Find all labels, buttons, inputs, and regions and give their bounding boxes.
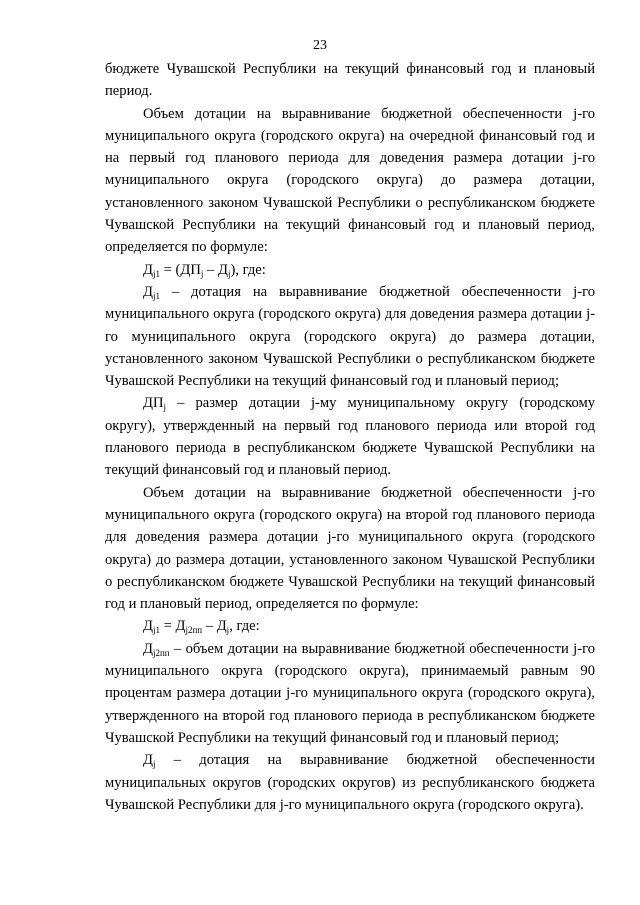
continuation-paragraph: бюджете Чувашской Республики на текущий финансовый год и плановый период.	[105, 61, 595, 100]
formula-1: $Д_{j1} = (ДП_j - Д_j)$, где:	[143, 261, 266, 279]
definition-dj1: $Д_{j1}$ – дотация на выравнивание бюджетной обеспеченности j-го муниципального округа (городского округа) для доведения размера дотации j-го муниципального округа (городского округа) до размера дотации, установленного законом Чувашской Республики о республиканском бюджете Чувашской Республики на текущий финансовый год и плановый период;	[105, 283, 595, 390]
page-number: 23	[313, 38, 327, 53]
definition-dpj: $ДП_j$ – размер дотации j-му муниципальному округу (городскому округу), утвержденный на первый год планового периода или второй год планового периода в республиканском бюджете Чувашской Республики на текущий финансовый год и плановый период.	[105, 395, 595, 479]
definition-dj2pp: $Д_{j2пп}$ – объем дотации на выравнивание бюджетной обеспеченности j-го муниципального округа (городского округа), принимаемый равным 90 процентам размера дотации j-го муниципального округа (городского округа), утвержденного на второй год планового периода в республиканском бюджете Чувашской Республики на текущий финансовый год и плановый период;	[105, 640, 595, 746]
document-body	[105, 58, 595, 816]
formula-2: $Д_{j1} = Д_{j2пп} - Д_j$, где:	[143, 618, 260, 636]
paragraph-formula-intro-1: Объем дотации на выравнивание бюджетной обеспеченности j-го муниципального округа (городского округа) на очередной финансовый год и на первый год планового периода для доведения размера дотации j-го муниципального округа (городского округа) до размера дотации, установленного законом Чувашской Республики о республиканском бюджете Чувашской Республики на текущий финансовый год и плановый период, определяется по формуле:	[105, 105, 595, 256]
definition-dj: $Д_j$ – дотация на выравнивание бюджетной обеспеченности муниципальных округов (городских округов) из республиканского бюджета Чувашской Республики для j-го муниципального округа (городского округа).	[105, 752, 595, 813]
paragraph-formula-intro-2: Объем дотации на выравнивание бюджетной обеспеченности j-го муниципального округа (городского округа) на второй год планового периода для доведения размера дотации j-го муниципального округа (городского округа) до размера дотации, установленного законом Чувашской Республики о республиканском бюджете Чувашской Республики на текущий финансовый год и плановый период, определяется по формуле:	[105, 484, 595, 613]
